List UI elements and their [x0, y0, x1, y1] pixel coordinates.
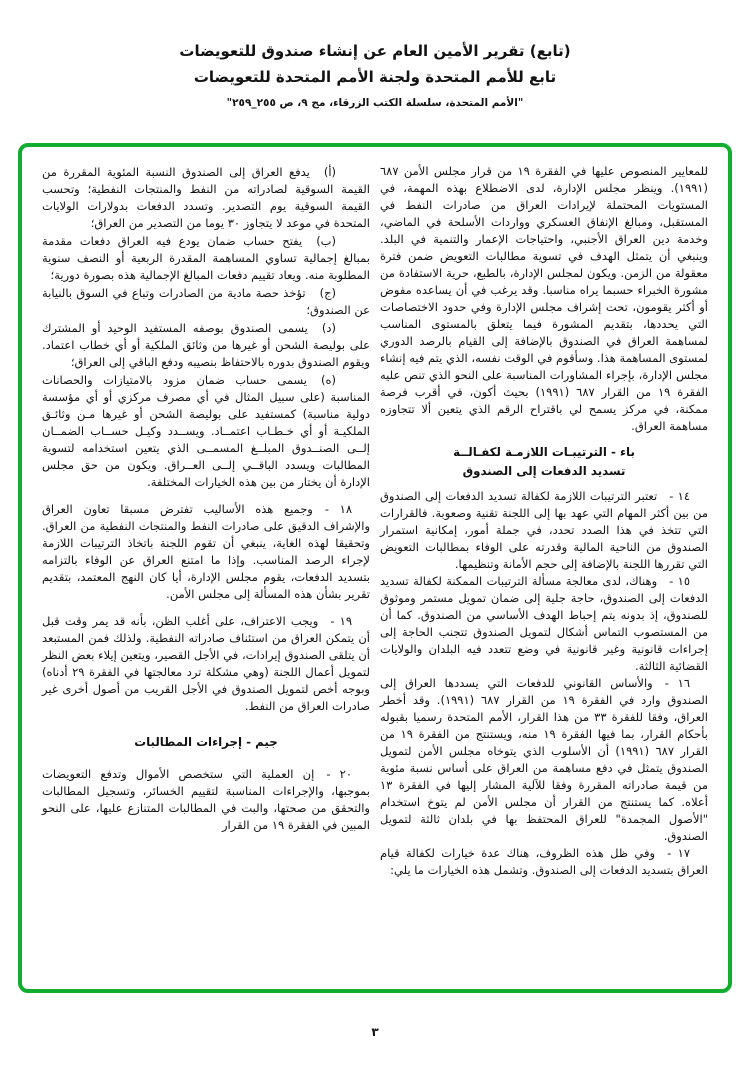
- paragraph-20-text: إن العملية التي ستخصص الأموال وتدفع التعويضات بموجبها، والإجراءات المناسبة لتقييم الخسائر، وتسجيل المطالبات والتحقق من صحتها، والبت في المطالبات المتنازع عليها، على النحو المبين في الفقرة ١٩ من القرار: [42, 767, 370, 832]
- green-border-frame: [18, 143, 732, 993]
- document-title-line2: تابع للأمم المتحدة ولجنة الأمم المتحدة للتعويضات: [193, 68, 557, 87]
- two-column-layout: [42, 163, 708, 979]
- paragraph-16-text: والأساس القانوني للدفعات التي يسددها العراق إلى الصندوق وارد في الفقرة ١٩ من القرار ٦٨٧ (١٩٩١). وقد أخطر العراق، وفقا للفقرة ٣٣ من هذا القرار، الأمم المتحدة رسميا بقبوله بأحكام القرار، بما فيها الفقرة ١٩ منه، ويستنتج من الفقرة ١٩ من القرار ٦٨٧ (١٩٩١) أن الأسلوب الذي يتوخاه مجلس الأمن لتمويل الصندوق يتمثل في دفع مساهمة من العراق على أساس نسبة مئوية من قيمة صادراته المقررة وفقا للآلية المشار إليها في الفقرة ١٣ أعلاه. كما يستنتج من القرار أن مجلس الأمن لم يتوخ استخدام "الأصول المجمدة" للعراق المحتفظ بها في بلدان ثالثة لتمويل الصندوق.: [380, 676, 709, 843]
- paragraph-19: [42, 613, 370, 715]
- paragraph-20-number: ٢٠ -: [326, 767, 352, 781]
- paragraph-16: [380, 675, 708, 845]
- list-item-d-text: يسمى الصندوق بوصفه المستفيد الوحيد أو المشترك على بوليصة الشحن أو غيرها من وثائق الملكية أو أي خطاب اعتماد. ويقوم الصندوق بدوره بالاحتفاظ بنصيبه ودفع الباقي إلى العراق؛: [42, 321, 370, 369]
- section-heading-b-line1: باء - الترتيبـات اللازمـة لكفـالــة: [453, 445, 635, 459]
- page-number: ٣: [371, 1025, 379, 1039]
- document-header: [0, 0, 750, 112]
- document-source-citation: "الأمم المتحدة، سلسلة الكتب الزرقاء، مج ٩، ص ٢٥٥_٢٥٩": [226, 96, 524, 109]
- left-text-column: [42, 163, 370, 979]
- right-text-column: [380, 163, 708, 979]
- list-item-d-marker: (د): [321, 321, 336, 335]
- paragraph-19-number: ١٩ -: [330, 614, 352, 628]
- paragraph-14-text: تعتبر الترتيبات اللازمة لكفالة تسديد الدفعات إلى الصندوق من بين أكثر المهام التي عهد بها إلى اللجنة تقنية وصعوبة. فالقرارات التي تتخذ في هذا الصدد تحدد، في جملة أمور، إمكانية استمرار الصندوق من الناحية المالية وقدرته على الوفاء بمطالبات التعويض التي تقررها اللجنة بالإضافة إلى حجم الأمانة وتنظيمها.: [380, 489, 708, 571]
- section-heading-b-line2: تسديد الدفعات إلى الصندوق: [462, 464, 626, 478]
- paragraph-19-text: ويجب الاعتراف، على أغلب الظن، بأنه قد يمر وقت قبل أن يتمكن العراق من استئناف صادراته النفطية. ولذلك فمن المستبعد أن يتلقى الصندوق إيرادات، في الأجل القصير، ويتعين إيلاء بعض النظر لتمويل أعمال اللجنة (وهي مشكلة ترد معالجتها في الفقرة ٢٩ أدناه) وبوجه أخص لتمويل الصندوق في الأجل القريب من أصول أخرى غير صادرات العراق من النفط.: [42, 614, 370, 713]
- paragraph-15: [380, 573, 708, 675]
- list-item-a: [42, 164, 370, 232]
- paragraph-20: [42, 766, 370, 834]
- list-item-c-marker: (ج): [319, 286, 336, 300]
- list-item-b: [42, 233, 370, 284]
- section-heading-c: جيم - إجراءات المطالبات: [134, 735, 278, 749]
- list-item-e: [42, 372, 370, 491]
- list-item-b-text: يفتح حساب ضمان يودع فيه العراق دفعات مقدمة بمبالغ إجمالية تساوي المساهمة المقدرة الربعية أو النصف سنوية المطلوبة منه. ويعاد تقييم دفعات المبالغ الإجمالية هذه بصورة دورية؛: [42, 234, 370, 282]
- paragraph-17: [380, 845, 708, 879]
- paragraph-15-text: وهناك، لدى معالجة مسألة الترتيبات الممكنة لكفالة تسديد الدفعات إلى الصندوق، حاجة جلية إلى ضمان تمويل مستمر وموثوق للصندوق، إذ بدونه يتم إحباط الهدف الأساسي من الصندوق. كما أن من المستصوب التماس أشكال لتمويل الصندوق تتجنب الحاجة إلى إجراءات قانونية وغير قانونية في وضع تتعدد فيه البلدان والولايات القضائية الثالثة.: [380, 574, 708, 673]
- document-title-line1: (تابع) تقرير الأمين العام عن إنشاء صندوق للتعويضات: [179, 42, 571, 60]
- section-heading-b: [380, 443, 708, 481]
- paragraph-17-text: وفي ظل هذه الظروف، هناك عدة خيارات لكفالة قيام العراق بتسديد الدفعات إلى الصندوق. وتشمل هذه الخيارات ما يلي:: [380, 846, 708, 877]
- paragraph-continuation: للمعايير المنصوص عليها في الفقرة ١٩ من قرار مجلس الأمن ٦٨٧ (١٩٩١). وينظر مجلس الإدارة، لدى الاضطلاع بهذه المهمة، في المستويات المحتملة لإيرادات العراق من صادرات النفط في المستقبل، ومبالغ الإنفاق العسكري وواردات الأسلحة في الماضي، وخدمة دين العراق الأجنبي، واحتياجات الإعمار والتنمية في البلد. وينبغي أن يتمثل الهدف في تسوية مطالبات التعويض ضمن فترة معقولة من الزمن. ويكون لمجلس الإدارة، بالطبع، حرية الاستفادة من مشورة الخبراء حسبما يراه مناسبا. وقد يرغب في أن يساعده مفوض أو أكثر يقومون، تحت إشراف مجلس الإدارة وفي حدود الاختصاصات التي يحددها، بتقديم المشورة فيما يتعلق بالمستوى المناسب لمساهمة العراق في الصندوق بالإضافة إلى القيام بالرصد الدوري لمستوى المساهمة هذا. وسأقوم في الوقت نفسه، الذي يتم فيه إنشاء مجلس الإدارة، بإجراء المشاورات المناسبة على النحو الذي تنص عليه الفقرة ١٩ من القرار ٦٨٧ (١٩٩١) بحيث أكون، في أقرب فرصة ممكنة، في مركز يسمح لي باقتراح الرقم الذي يتعين ألا تتجاوزه مساهمة العراق.: [380, 164, 708, 433]
- list-item-a-marker: (أ): [323, 165, 336, 179]
- list-item-c: [42, 285, 370, 319]
- paragraph-18-text: وجميع هذه الأساليب تفترض مسبقا تعاون العراق والإشراف الدقيق على صادرات النفط والمنتجات النفطية من العراق. وتحقيقا لهذه الغاية، ينبغي أن تقوم اللجنة باتخاذ الترتيبات اللازمة لإجراء الرصد المناسب. وإذا ما امتنع العراق عن الوفاء بالتزامه بتسديد الدفعات، يقوم مجلس الإدارة، أيا كان النهج المعتمد، بتقديم تقرير بشأن هذه المسألة إلى مجلس الأمن.: [42, 502, 370, 601]
- list-item-b-marker: (ب): [316, 234, 336, 248]
- paragraph-17-number: ١٧ -: [667, 846, 690, 860]
- paragraph-18-number: ١٨ -: [324, 502, 352, 516]
- list-item-c-text: تؤخذ حصة مادية من الصادرات وتباع في السوق بالنيابة عن الصندوق؛: [42, 286, 370, 317]
- paragraph-15-number: ١٥ -: [669, 574, 691, 588]
- list-item-a-text: يدفع العراق إلى الصندوق النسبة المئوية المقررة من القيمة السوقية لصادراته من النفط والمنتجات النفطية؛ وتحسب القيمة السوقية يوم التصدير. وتسدد الدفعات بدولارات الولايات المتحدة في موعد لا يتجاوز ٣٠ يوما من التصدير من العراق؛: [42, 165, 370, 230]
- list-item-e-text: يسمى حساب ضمان مزود بالامتيازات والحصانات المناسبة (على سبيل المثال في أي مصرف مركزي أو أي مؤسسة دولية مناسبة) كمستفيد على بوليصة الشحن أو غيرها مـن وثائـق الملكيـة أو أي خـطـاب اعتمــاد. ويســدد وكيـل حســاب الضمــان إلــى الصنــدوق المبلــغ المسمــى الذي يتعين استخدامه لتسوية المطالبات ويسدد الباقــي إلــى العــراق. ويكون من حق مجلس الإدارة أن يختار من بين هذه الخيارات المختلفة.: [42, 373, 370, 489]
- list-item-d: [42, 320, 370, 371]
- paragraph-18: [42, 501, 370, 603]
- paragraph-14: [380, 488, 708, 573]
- list-item-e-marker: (ه): [321, 373, 336, 387]
- paragraph-14-number: ١٤ -: [669, 489, 690, 503]
- paragraph-16-number: ١٦ -: [664, 676, 690, 690]
